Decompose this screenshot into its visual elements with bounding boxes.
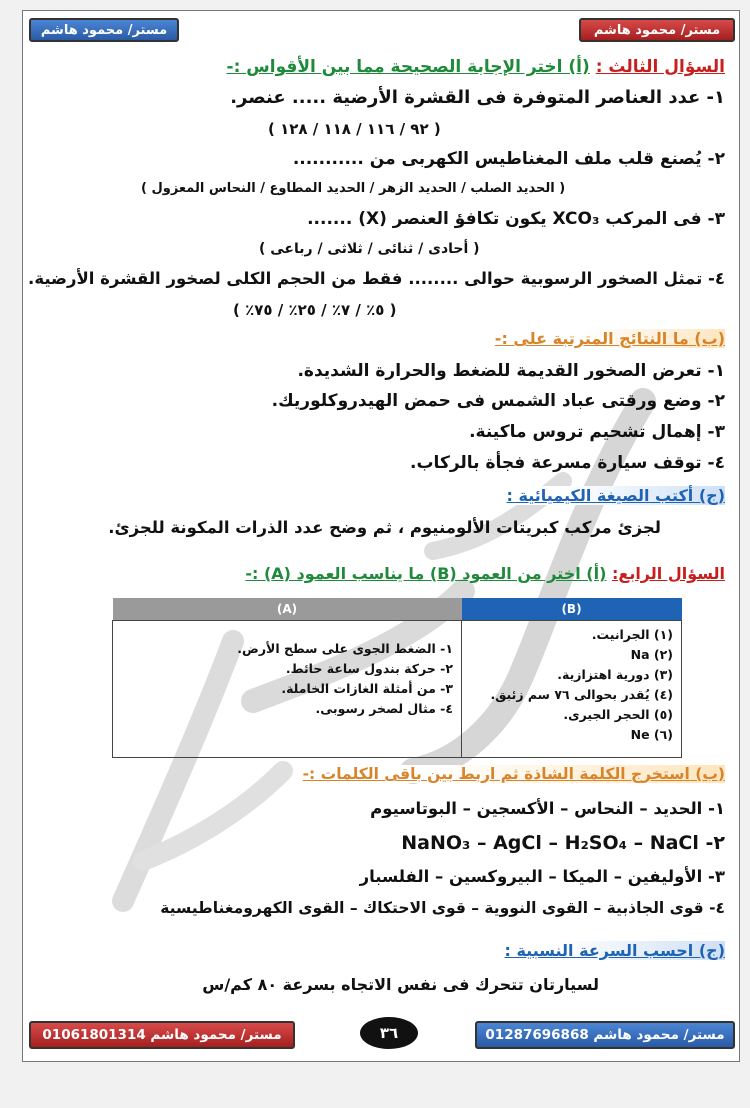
q3-part-b-heading bbox=[494, 329, 725, 348]
q4-part-b-item-1: ١- الحديد – النحاس – الأكسجين – البوتاسيوم bbox=[370, 799, 725, 818]
q3-item-3-options: ( أحادى / ثنائى / ثلاثى / رباعى ) bbox=[259, 241, 480, 257]
column-a-cell bbox=[113, 621, 462, 758]
q3-heading bbox=[227, 57, 725, 77]
q3-part-b-item-2: ٢- وضع ورقتى عباد الشمس فى حمض الهيدروكلوريك. bbox=[271, 391, 725, 411]
q3-part-b-item-3: ٣- إهمال تشحيم تروس ماكينة. bbox=[469, 422, 725, 442]
q3-part-b-item-4: ٤- توقف سيارة مسرعة فجأة بالركاب. bbox=[410, 453, 725, 473]
column-b-item: (٥) الحجر الجيرى. bbox=[563, 707, 673, 722]
q3-item-4-options: ( ٥٪ / ٧٪ / ٢٥٪ / ٧٥٪ ) bbox=[233, 301, 397, 319]
q4-part-b-item-4: ٤- قوى الجاذبية – القوى النووية – قوى الاحتكاك – القوى الكهرومغناطيسية bbox=[160, 899, 725, 917]
matching-table bbox=[112, 598, 682, 758]
q4-part-c-heading bbox=[485, 941, 725, 960]
q4-part-b-item-3: ٣- الأوليفين – الميكا – البيروكسين – الفلسبار bbox=[359, 867, 725, 886]
q3-item-4: ٤- تمثل الصخور الرسوبية حوالى ........ فقط من الحجم الكلى لصخور القشرة الأرضية. bbox=[28, 269, 725, 288]
column-b-item: (٦) Ne bbox=[630, 727, 673, 742]
worksheet-page bbox=[22, 10, 740, 1062]
column-a-item: ٣- من أمثلة الغازات الخاملة. bbox=[281, 681, 453, 696]
column-b-item: (٤) يُقدر بحوالى ٧٦ سم زئبق. bbox=[490, 687, 673, 702]
q3-part-b-label: (ب) ما النتائج المترتبة على :- bbox=[494, 329, 725, 348]
column-b-cell bbox=[462, 621, 682, 758]
column-a-item: ٤- مثال لصخر رسوبى. bbox=[315, 701, 453, 716]
header-badge-left: مستر/ محمود هاشم bbox=[29, 18, 179, 42]
column-b-item: (٢) Na bbox=[630, 647, 673, 662]
q3-item-2-options: ( الحديد الصلب / الحديد الزهر / الحديد المطاوع / النحاس المعزول ) bbox=[141, 181, 566, 196]
q3-part-b-item-1: ١- تعرض الصخور القديمة للضغط والحرارة الشديدة. bbox=[297, 361, 725, 381]
header-badge-right: مستر/ محمود هاشم bbox=[579, 18, 735, 42]
q3-part-c-heading bbox=[495, 486, 725, 505]
q3-part-c-label: (ج) أكتب الصيغة الكيميائية : bbox=[506, 486, 725, 505]
page-number: ٣٦ bbox=[360, 1017, 418, 1049]
q4-part-c-text: لسيارتان تتحرك فى نفس الاتجاه بسرعة ٨٠ كم/س bbox=[202, 975, 599, 994]
column-a-item: ٢- حركة بندول ساعة حائط. bbox=[285, 661, 453, 676]
q3-item-1: ١- عدد العناصر المتوفرة فى القشرة الأرضية ..... عنصر. bbox=[230, 87, 725, 108]
q3-title: السؤال الثالث : bbox=[595, 57, 725, 77]
q3-item-2: ٢- يُصنع قلب ملف المغناطيس الكهربى من ........... bbox=[292, 149, 725, 169]
footer-badge-right: مستر/ محمود هاشم 01287696868 bbox=[475, 1021, 735, 1049]
q4-part-b-label: (ب) استخرج الكلمة الشاذة ثم اربط بين باقى الكلمات :- bbox=[302, 765, 725, 783]
column-b-item: (٣) دورية اهتزازية. bbox=[557, 667, 673, 682]
column-a-item: ١- الضغط الجوى على سطح الأرض. bbox=[237, 641, 453, 656]
q4-heading bbox=[245, 564, 725, 583]
q3-part-a-label: (أ) اختر الإجابة الصحيحة مما بين الأقواس :- bbox=[226, 57, 590, 77]
q4-part-c-label: (ج) احسب السرعة النسبية : bbox=[504, 941, 725, 960]
q3-part-c-text: لجزئ مركب كبريتات الألومنيوم ، ثم وضح عدد الذرات المكونة للجزئ. bbox=[108, 518, 661, 537]
q4-title: السؤال الرابع: bbox=[611, 564, 725, 583]
q3-item-1-options: ( ٩٢ / ١١٦ / ١١٨ / ١٢٨ ) bbox=[268, 120, 441, 138]
column-b-item: (١) الجرانيت. bbox=[591, 627, 673, 642]
footer-badge-left: مستر/ محمود هاشم 01061801314 bbox=[29, 1021, 295, 1049]
table-header-b: (B) bbox=[462, 598, 682, 621]
q4-part-b-item-2: ٢- NaNO₃ – AgCl – H₂SO₄ – NaCl bbox=[401, 832, 725, 854]
table-header-a: (A) bbox=[113, 598, 462, 621]
q3-item-3: ٣- فى المركب XCO₃ يكون تكافؤ العنصر (X) ....... bbox=[307, 209, 725, 229]
q4-part-b-heading bbox=[303, 765, 725, 783]
q4-part-a-label: (أ) اختر من العمود (B) ما يناسب العمود (A) :- bbox=[245, 564, 607, 583]
